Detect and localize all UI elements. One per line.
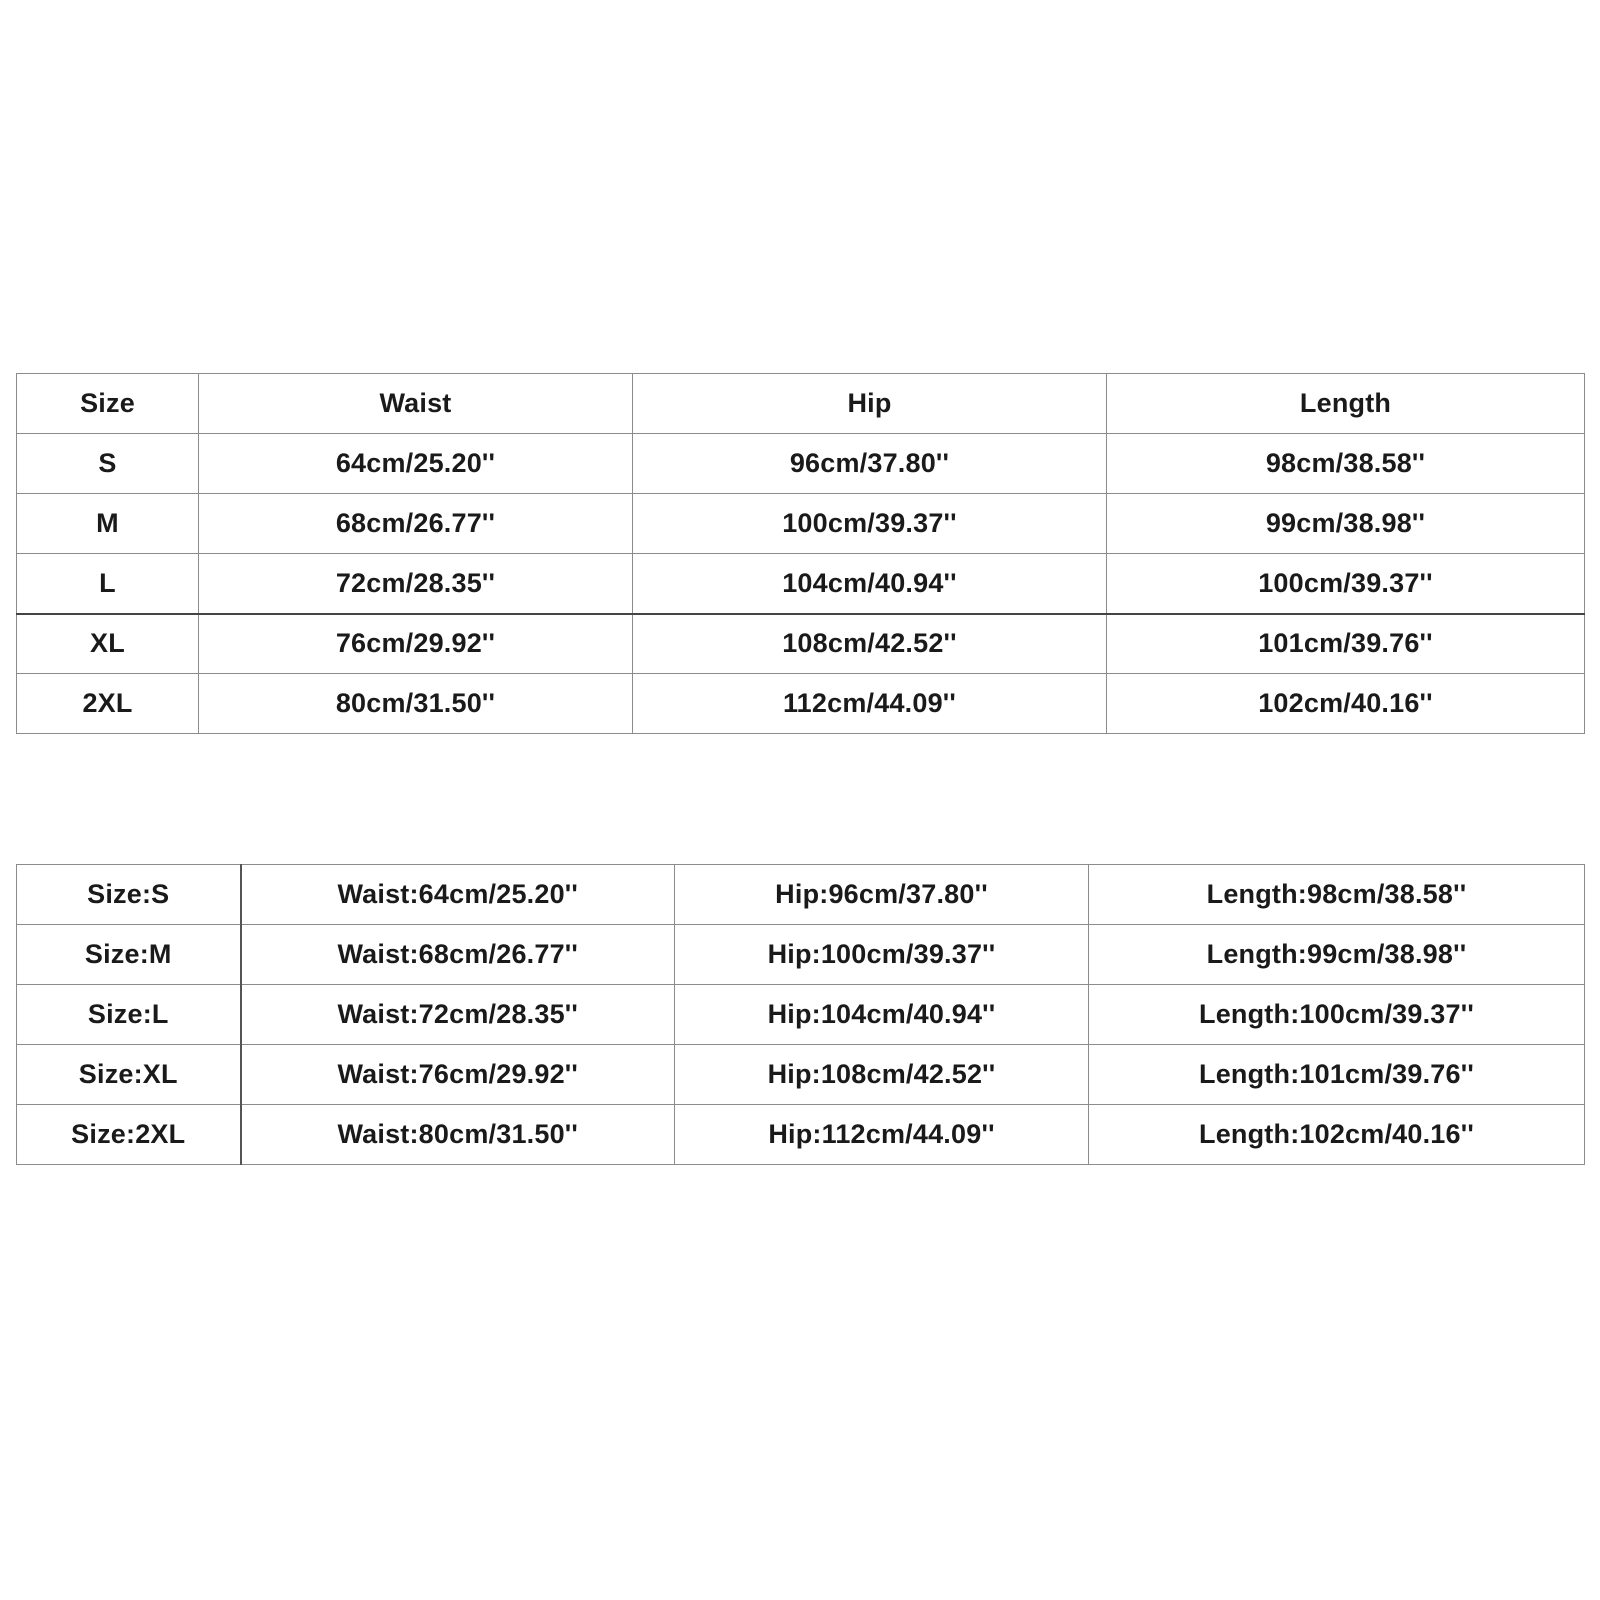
hip-cell: Hip:96cm/37.80'' bbox=[675, 865, 1089, 925]
size-chart-labeled-table bbox=[16, 864, 1585, 1165]
hip-cell: 112cm/44.09'' bbox=[633, 674, 1107, 734]
table-row bbox=[17, 674, 1585, 734]
waist-cell: 76cm/29.92'' bbox=[199, 614, 633, 674]
table-row bbox=[17, 865, 1585, 925]
header-waist: Waist bbox=[199, 374, 633, 434]
hip-cell: Hip:100cm/39.37'' bbox=[675, 925, 1089, 985]
size-cell: Size:M bbox=[17, 925, 241, 985]
length-cell: Length:102cm/40.16'' bbox=[1089, 1105, 1585, 1165]
table-row bbox=[17, 554, 1585, 614]
size-chart-table bbox=[16, 373, 1585, 734]
size-cell: Size:S bbox=[17, 865, 241, 925]
waist-cell: Waist:72cm/28.35'' bbox=[241, 985, 675, 1045]
hip-cell: Hip:104cm/40.94'' bbox=[675, 985, 1089, 1045]
size-cell: XL bbox=[17, 614, 199, 674]
waist-cell: 72cm/28.35'' bbox=[199, 554, 633, 614]
length-cell: Length:98cm/38.58'' bbox=[1089, 865, 1585, 925]
table-row bbox=[17, 494, 1585, 554]
size-cell: Size:XL bbox=[17, 1045, 241, 1105]
hip-cell: 108cm/42.52'' bbox=[633, 614, 1107, 674]
hip-cell: Hip:108cm/42.52'' bbox=[675, 1045, 1089, 1105]
waist-cell: 64cm/25.20'' bbox=[199, 434, 633, 494]
waist-cell: Waist:68cm/26.77'' bbox=[241, 925, 675, 985]
length-cell: Length:99cm/38.98'' bbox=[1089, 925, 1585, 985]
size-cell: M bbox=[17, 494, 199, 554]
header-length: Length bbox=[1107, 374, 1585, 434]
size-cell: Size:L bbox=[17, 985, 241, 1045]
size-cell: Size:2XL bbox=[17, 1105, 241, 1165]
hip-cell: 100cm/39.37'' bbox=[633, 494, 1107, 554]
size-cell: L bbox=[17, 554, 199, 614]
size-cell: S bbox=[17, 434, 199, 494]
table-row bbox=[17, 1105, 1585, 1165]
length-cell: Length:100cm/39.37'' bbox=[1089, 985, 1585, 1045]
length-cell: 101cm/39.76'' bbox=[1107, 614, 1585, 674]
hip-cell: 104cm/40.94'' bbox=[633, 554, 1107, 614]
table-row bbox=[17, 925, 1585, 985]
hip-cell: Hip:112cm/44.09'' bbox=[675, 1105, 1089, 1165]
length-cell: 98cm/38.58'' bbox=[1107, 434, 1585, 494]
length-cell: Length:101cm/39.76'' bbox=[1089, 1045, 1585, 1105]
table-row bbox=[17, 985, 1585, 1045]
waist-cell: Waist:76cm/29.92'' bbox=[241, 1045, 675, 1105]
waist-cell: 80cm/31.50'' bbox=[199, 674, 633, 734]
length-cell: 102cm/40.16'' bbox=[1107, 674, 1585, 734]
length-cell: 100cm/39.37'' bbox=[1107, 554, 1585, 614]
hip-cell: 96cm/37.80'' bbox=[633, 434, 1107, 494]
table-header-row bbox=[17, 374, 1585, 434]
size-cell: 2XL bbox=[17, 674, 199, 734]
waist-cell: Waist:80cm/31.50'' bbox=[241, 1105, 675, 1165]
table-row bbox=[17, 1045, 1585, 1105]
table-row bbox=[17, 434, 1585, 494]
waist-cell: Waist:64cm/25.20'' bbox=[241, 865, 675, 925]
header-hip: Hip bbox=[633, 374, 1107, 434]
table-row bbox=[17, 614, 1585, 674]
header-size: Size bbox=[17, 374, 199, 434]
waist-cell: 68cm/26.77'' bbox=[199, 494, 633, 554]
length-cell: 99cm/38.98'' bbox=[1107, 494, 1585, 554]
